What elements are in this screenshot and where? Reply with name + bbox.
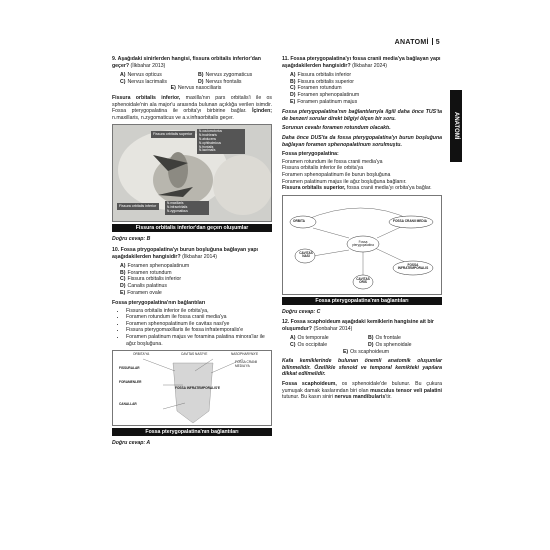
q11-figure-caption: Fossa pterygopalatina'nın bağlantıları: [282, 297, 442, 305]
figure-label-bottom-list: N.maxillaris N.infraorbitalis N.zygomaticus: [165, 201, 209, 214]
q11-diagram: [282, 195, 442, 295]
q11-list: [282, 159, 442, 185]
connection-item: • Foramen palatinum majus ve foramina palatina minora'lar ile ağız boşluğuna.: [126, 334, 272, 347]
figure-label-top: Fissura orbitalis superior: [151, 131, 195, 137]
q11-option-d: D) Foramen sphenopalatinum: [290, 91, 360, 98]
q9-number: 9.: [112, 56, 117, 62]
diagram-label: FOSSA CRANII MEDIA'YA: [235, 360, 258, 369]
list-item: Foramen rotundum ile fossa cranii media'ya: [282, 158, 383, 165]
list-item: Foramen sphenopalatinum ile burun boşluğuna: [282, 171, 391, 178]
q9-answer: Doğru cevap: B: [112, 236, 151, 243]
question-9: [112, 56, 272, 69]
node-cavitas-nasi: CAVITAS NASI: [299, 250, 313, 259]
q10-diagram: [112, 350, 272, 426]
q11-option-b: B) Fissura orbitalis superior: [290, 78, 354, 85]
figure-label-top-list: N.oculomotorius N.trochlearis N.abducens N.ophthalmicus N.frontalis N.lacrimalis: [197, 129, 245, 154]
q11-options: [290, 72, 442, 105]
q10-option-b: B) Foramen rotundum: [120, 269, 172, 276]
diagram-label: FISSURALAR: [119, 366, 140, 371]
q9-figure-caption: Fissura orbitalis inferior'dan geçen oluşumlar: [112, 224, 272, 232]
question-12: 12. Fossa scaphoideum aşağıdaki kemiklerin hangisine ait bir oluşumdur? (Sonbahar 2014): [282, 319, 434, 332]
diagram-label: CANALLAR: [119, 402, 137, 407]
q12-note: Kafa kemiklerinde bulunan önemli anatomik oluşumlar bilinmelidir. Özellikle sfenoid ve temporal kemikteki yapılara dikkat edilmelidir.: [282, 358, 442, 378]
question-10: 10. Fossa ptrygopalatina'yı burun boşluğuna bağlayan yapı aşağıdakilerden hangisidir? (İlkbahar 2014): [112, 246, 258, 260]
q9-option-e: E) Nervus nasociliaris: [170, 85, 222, 92]
diagram-label: CAVITAS NASI'YE: [181, 352, 208, 357]
node-cavitas-oris: CAVITAS ORIS: [356, 276, 370, 285]
q11-answer: Doğru cevap: C: [282, 308, 321, 315]
node-fossa-pterygopalatina: Fossa pterygopalatina: [352, 239, 374, 248]
q11-list-title: Fossa pterygopalatina:: [282, 151, 339, 158]
q12-option-a: A) Os temporale: [290, 335, 329, 342]
q12-closing: Fossa scaphoideum, os sphenoidale'de bulunur. Bu çukura yumuşak damak kaslarından biri olan musculus tensor veli palatini tutunur. Bu kasın siniri nervus mandibularis'tir.: [282, 381, 442, 401]
list-item: Fissura orbitalis inferior ile orbita'ya: [282, 165, 364, 172]
header-section: ANATOMİ: [394, 39, 429, 46]
node-fossa-cranii-media: FOSSA CRANII MEDIA: [393, 218, 427, 223]
connection-item: • Foramen sphenopalatinum ile cavitas nasi'ye: [126, 321, 272, 328]
q10-option-d: D) Canalis palatinus: [120, 282, 167, 289]
diagram-label: NASOPHARYNX'E: [231, 352, 259, 357]
q10-connections-list: [120, 308, 272, 348]
q9-option-a: A) Nervus opticus: [120, 72, 162, 79]
diagram-label: FOSSA INFRATEMPORALIS'E: [175, 386, 221, 391]
node-orbita: ORBITA: [293, 218, 305, 223]
q10-option-c: C) Fissura orbitalis inferior: [120, 276, 182, 283]
page-header: [395, 38, 440, 46]
q10-option-a: A) Foramen sphenopalatinum: [120, 263, 190, 270]
q9-option-c: C) Nervus lacrimalis: [120, 78, 167, 85]
connection-item: • Foramen rotundum ile fossa cranii media'ya: [126, 314, 272, 321]
q11-note1: Fossa pterygopalatina'nın bağlantılarıyla ilgili daha önce TUS'ta de benzeri sorular direkt bilgiyi ölçen bir soru.: [282, 109, 442, 122]
node-fossa-infratemporalis: FOSSA INFRATEMPORALIS: [397, 262, 429, 271]
side-tab: ANATOMİ: [450, 90, 462, 162]
q9-options: [120, 72, 272, 92]
book-page: [112, 34, 459, 510]
q11-note3: Daha önce DUS'ta da fossa pterygopalatina'yı burun boşluğuna bağlayan foramen sphenopalatinum sorulmuştu.: [282, 134, 442, 148]
right-column: [282, 56, 442, 404]
q12-option-b: B) Os frontale: [368, 335, 401, 342]
q11-option-a: A) Fissura orbitalis inferior: [290, 72, 352, 79]
list-item: Foramen palatinum majus ile ağız boşluğuna bağlanır.: [282, 178, 407, 185]
q9-source: (İlkbahar 2013): [130, 62, 166, 69]
connection-item: • Fissura orbitalis inferior ile orbita'ya,: [126, 308, 272, 315]
connection-item: • Fissura pterygomaxillaris ile fossa infratemporalis'e: [126, 327, 272, 334]
q12-option-d: D) Os sphenoidale: [368, 342, 412, 349]
q9-option-b: B) Nervus zygomaticus: [198, 72, 253, 79]
q11-closing: Fissura orbitalis superior, fossa cranii media'yı orbita'ya bağlar.: [282, 185, 432, 192]
q10-connections-title: Fossa pterygopalatina'nın bağlantıları: [112, 300, 206, 307]
q10-option-e: E) Foramen ovale: [120, 289, 162, 296]
q11-option-c: C) Foramen rotundum: [290, 85, 342, 92]
q9-explanation: Fissura orbitalis inferior, maxilla'nın pars orbitalis'i ile os sphenoidale'nin ala major'u arasında bulunan açıklığa verilen isimdir. Fossa pterygopalatina ile orbita'yı birbirine bağlar. İçinden; n.maxillaris, n.zygomaticus ve a.v.infraorbitalis geçer.: [112, 94, 273, 121]
q12-option-c: C) Os occipitale: [290, 342, 328, 349]
question-11: 11. Fossa pterygopalatina'yı fossa cranii media'ya bağlayan yapı aşağıdakilerden hangisidir? (İlkbahar 2024): [282, 56, 441, 69]
skull-figure: [112, 124, 272, 222]
q11-note2: Sorunun cevabı foramen rotundum olacaktı.: [282, 125, 391, 132]
left-column: [112, 56, 272, 451]
page-number: 5: [435, 39, 440, 46]
q10-figure-caption: Fossa pterygopalatina'nın bağlantıları: [112, 428, 272, 436]
header-divider: [432, 38, 433, 45]
diagram-label: ORBITA'YA: [133, 352, 150, 357]
figure-label-bottom: Fissura orbitalis inferior: [117, 203, 159, 209]
diagram-label: FORAMENLER: [119, 380, 142, 385]
q11-option-e: E) Foramen palatinum majus: [290, 98, 358, 105]
q9-option-d: D) Nervus frontalis: [198, 78, 242, 85]
q10-answer: Doğru cevap: A: [112, 440, 151, 447]
q12-option-e: E) Os scaphoideum: [342, 348, 390, 355]
q10-options: [120, 263, 272, 296]
q9-text: Aşağıdaki sinirlerden hangisi, fissura orbitalis inferior'dan geçer?: [112, 56, 261, 69]
q12-options: [290, 335, 442, 355]
